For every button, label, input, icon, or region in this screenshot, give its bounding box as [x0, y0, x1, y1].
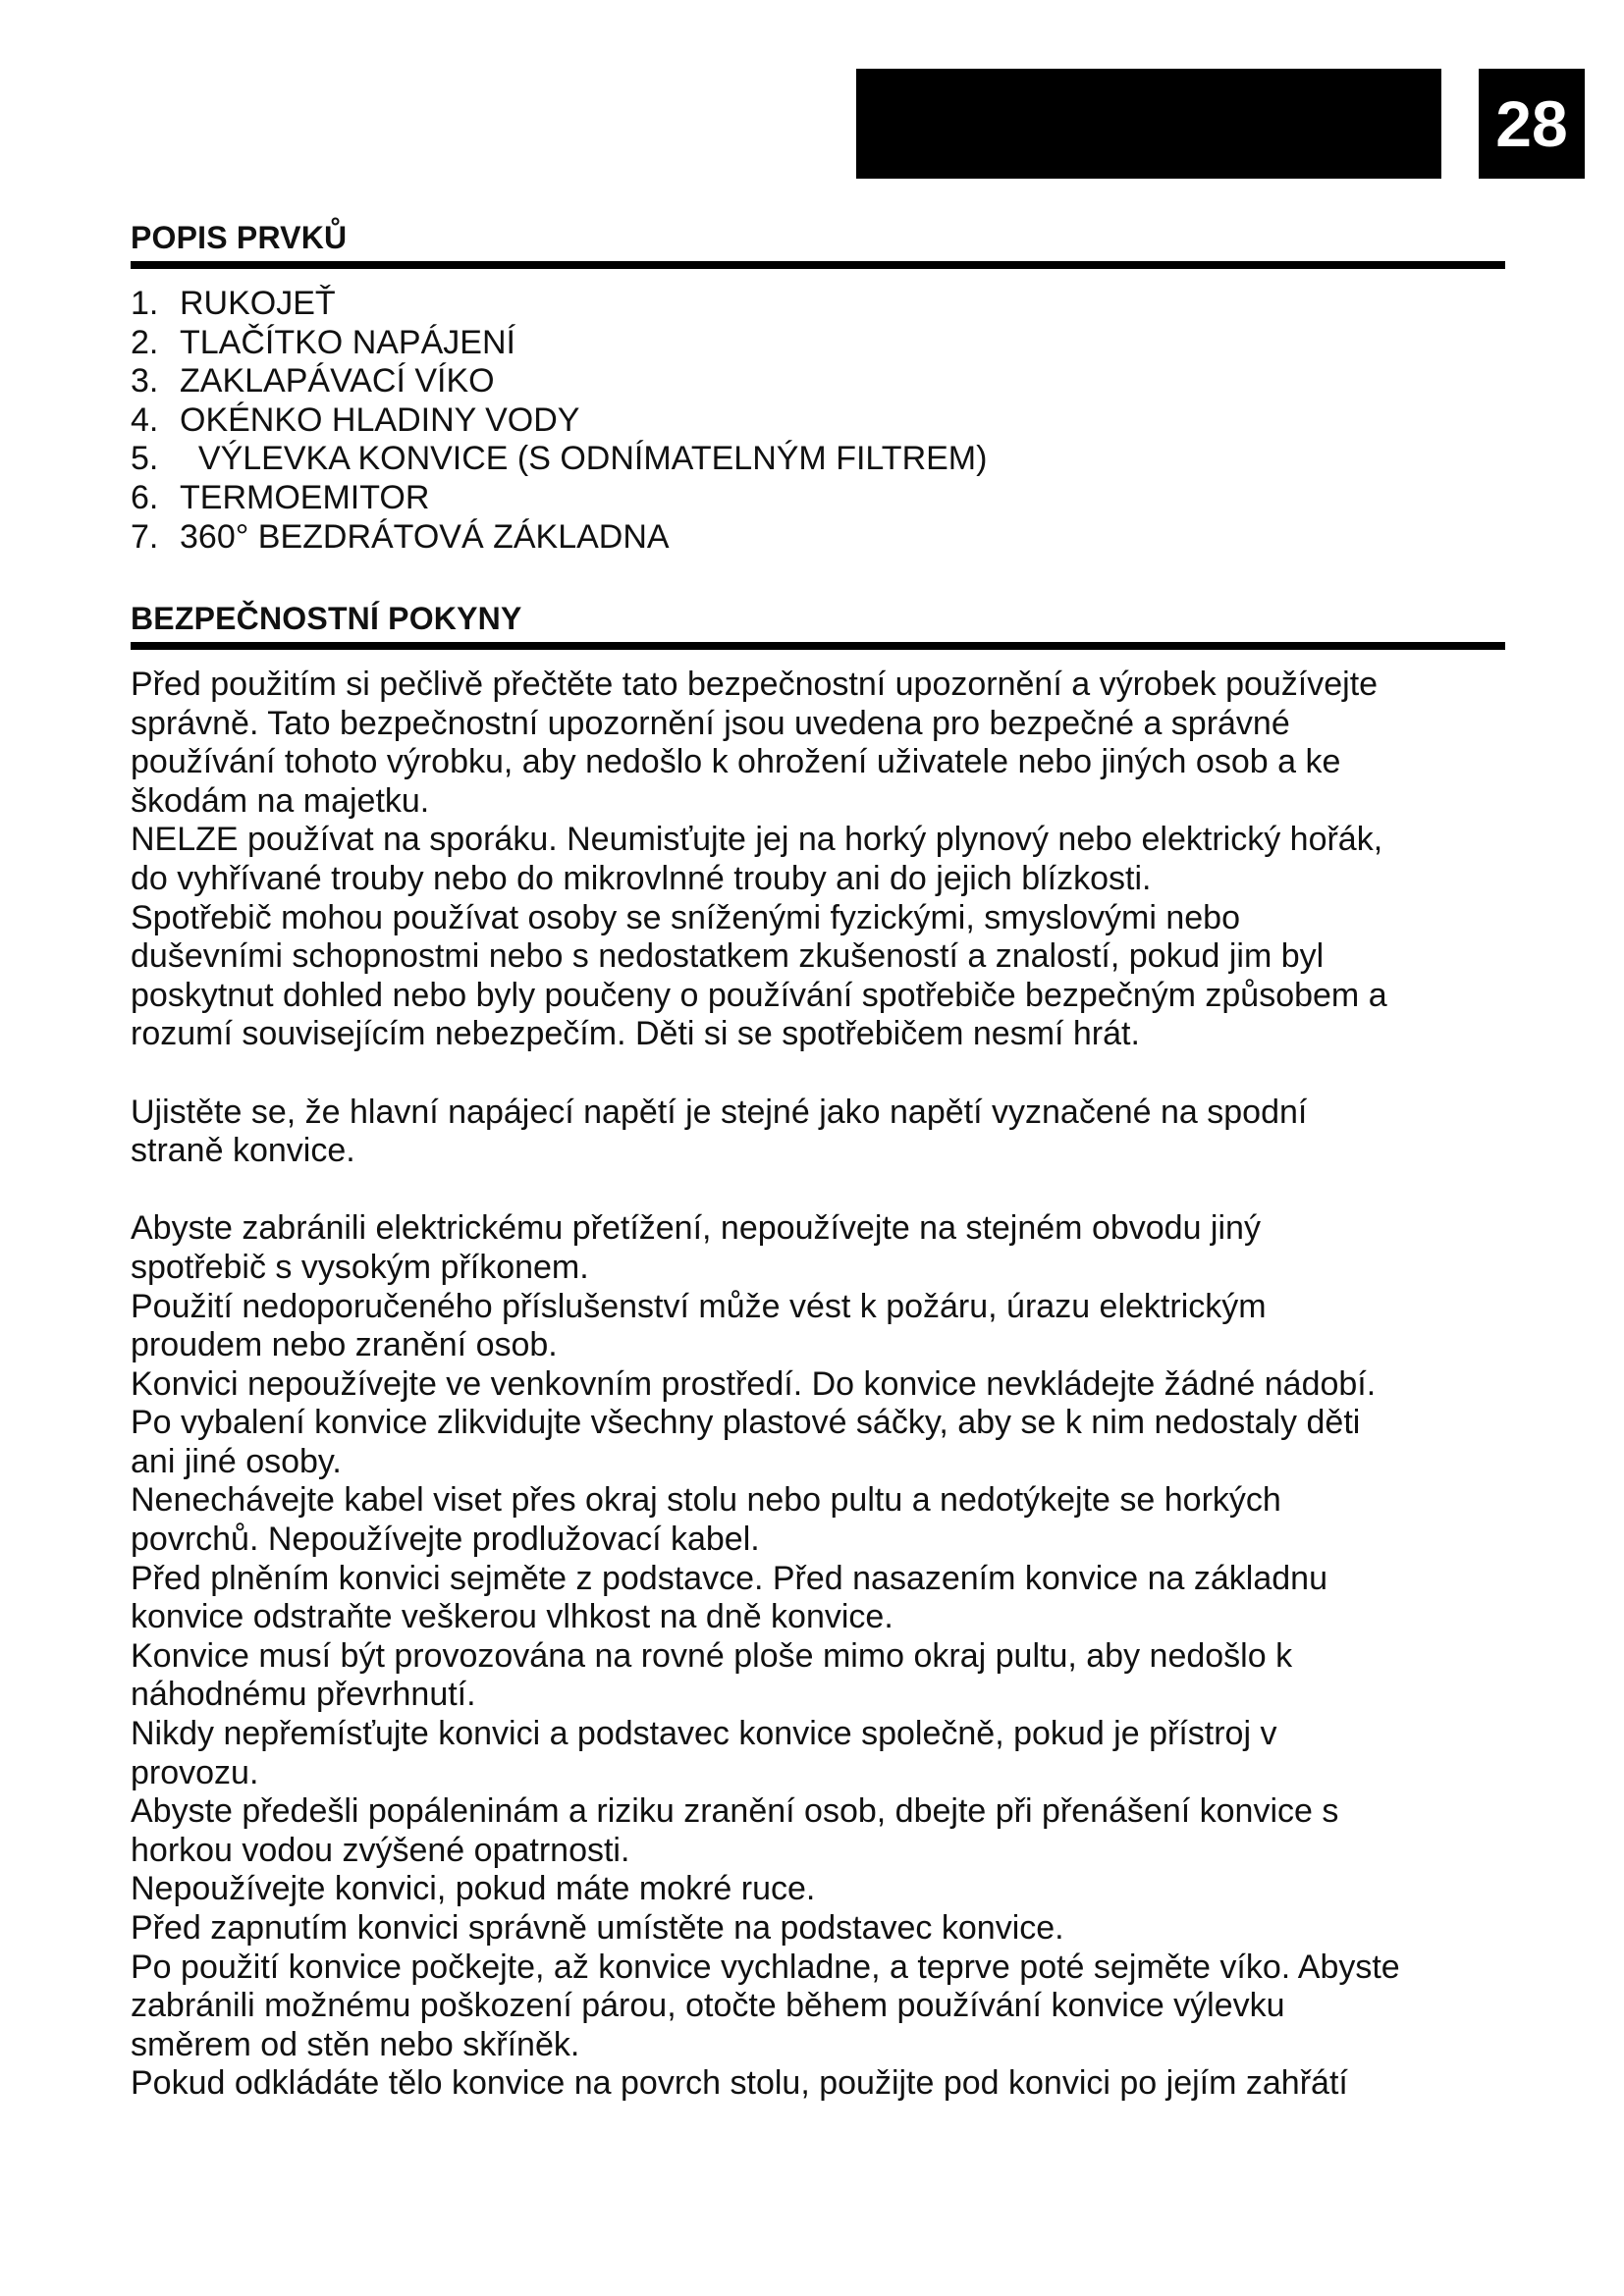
- text-line: Spotřebič mohou používat osoby se sníženými fyzickými, smyslovými nebo: [131, 898, 1241, 936]
- text-line: proudem nebo zranění osob.: [131, 1326, 558, 1364]
- text-line: rozumí souvisejícím nebezpečím. Děti si se spotřebičem nesmí hrát.: [131, 1015, 1140, 1053]
- item-number: 5.: [131, 440, 159, 478]
- text-line: škodám na majetku.: [131, 781, 430, 820]
- item-number: 4.: [131, 400, 159, 439]
- item-label: OKÉNKO HLADINY VODY: [180, 400, 580, 439]
- text-line: Nepoužívejte konvici, pokud máte mokré ruce.: [131, 1870, 816, 1908]
- text-line: horkou vodou zvýšené opatrnosti.: [131, 1831, 630, 1869]
- text-line: poskytnut dohled nebo byly poučeny o používání spotřebiče bezpečným způsobem a: [131, 976, 1387, 1014]
- paragraph-gap: [131, 1171, 1525, 1210]
- text-line: zabránili možnému poškození párou, otočte během používání konvice výlevku: [131, 1987, 1285, 2025]
- parts-list-item: [131, 324, 987, 363]
- parts-list-item: [131, 285, 987, 324]
- safety-section-title: BEZPEČNOSTNÍ POKYNY: [131, 601, 522, 636]
- text-line: Použití nedoporučeného příslušenství může vést k požáru, úrazu elektrickým: [131, 1287, 1267, 1325]
- parts-list: [131, 285, 987, 557]
- text-line: Abyste zabránili elektrickému přetížení, nepoužívejte na stejném obvodu jiný: [131, 1209, 1261, 1248]
- parts-list-item: [131, 401, 987, 441]
- text-line: používání tohoto výrobku, aby nedošlo k ohrožení uživatele nebo jiných osob a ke: [131, 743, 1341, 781]
- text-line: Abyste předešli popáleninám a riziku zranění osob, dbejte při přenášení konvice s: [131, 1792, 1339, 1831]
- text-line: směrem od stěn nebo skříněk.: [131, 2025, 580, 2063]
- item-label: VÝLEVKA KONVICE (S ODNÍMATELNÝM FILTREM): [180, 440, 988, 478]
- text-line: náhodnému převrhnutí.: [131, 1676, 476, 1714]
- item-number: 1.: [131, 285, 159, 322]
- text-line: Nenechávejte kabel viset přes okraj stolu nebo pultu a nedotýkejte se horkých: [131, 1481, 1281, 1520]
- item-number: 7.: [131, 517, 159, 556]
- parts-section-title: POPIS PRVKŮ: [131, 220, 348, 255]
- text-line: spotřebič s vysokým příkonem.: [131, 1248, 589, 1286]
- parts-list-item: [131, 518, 987, 558]
- text-line: Před zapnutím konvici správně umístěte na podstavec konvice.: [131, 1909, 1064, 1947]
- safety-section-rule: [131, 642, 1505, 650]
- paragraph-gap: [131, 1054, 1525, 1094]
- item-number: 2.: [131, 323, 159, 361]
- text-line: NELZE používat na sporáku. Neumisťujte jej na horký plynový nebo elektrický hořák,: [131, 821, 1383, 859]
- text-line: ani jiné osoby.: [131, 1442, 342, 1480]
- item-label: ZAKLAPÁVACÍ VÍKO: [180, 362, 495, 400]
- text-line: Před plněním konvici sejměte z podstavce. Před nasazením konvice na základnu: [131, 1559, 1327, 1597]
- parts-list-item: [131, 479, 987, 518]
- text-line: povrchů. Nepoužívejte prodlužovací kabel.: [131, 1521, 760, 1559]
- text-line: Konvice musí být provozována na rovné ploše mimo okraj pultu, aby nedošlo k: [131, 1636, 1293, 1675]
- text-line: duševními schopnostmi nebo s nedostatkem zkušeností a znalostí, pokud jim byl: [131, 937, 1325, 976]
- item-label: TERMOEMITOR: [180, 478, 430, 516]
- item-number: 3.: [131, 362, 159, 400]
- safety-instructions-body: [131, 666, 1525, 2104]
- item-number: 6.: [131, 478, 159, 516]
- page-number: 28: [1479, 69, 1585, 179]
- parts-list-item: [131, 440, 987, 479]
- text-line: Ujistěte se, že hlavní napájecí napětí je stejné jako napětí vyznačené na spodní: [131, 1093, 1308, 1131]
- parts-section-rule: [131, 261, 1505, 269]
- text-line: správně. Tato bezpečnostní upozornění jsou uvedena pro bezpečné a správné: [131, 704, 1290, 742]
- item-label: TLAČÍTKO NAPÁJENÍ: [180, 323, 515, 361]
- header-bar: [856, 69, 1441, 179]
- text-line: Nikdy nepřemísťujte konvici a podstavec konvice společně, pokud je přístroj v: [131, 1715, 1277, 1753]
- item-label: 360° BEZDRÁTOVÁ ZÁKLADNA: [180, 517, 670, 556]
- text-line: Po použití konvice počkejte, až konvice vychladne, a teprve poté sejměte víko. Abyste: [131, 1948, 1400, 1986]
- text-line: provozu.: [131, 1753, 259, 1791]
- text-line: konvice odstraňte veškerou vlhkost na dně konvice.: [131, 1598, 893, 1636]
- parts-list-item: [131, 362, 987, 401]
- text-line: Konvici nepoužívejte ve venkovním prostředí. Do konvice nevkládejte žádné nádobí.: [131, 1364, 1377, 1403]
- text-line: Pokud odkládáte tělo konvice na povrch stolu, použijte pod konvici po jejím zahřátí: [131, 2064, 1348, 2103]
- text-line: do vyhřívané trouby nebo do mikrovlnné trouby ani do jejich blízkosti.: [131, 859, 1152, 897]
- item-label: RUKOJEŤ: [180, 285, 336, 322]
- text-line: Před použitím si pečlivě přečtěte tato bezpečnostní upozornění a výrobek používejte: [131, 666, 1379, 703]
- text-line: Po vybalení konvice zlikvidujte všechny plastové sáčky, aby se k nim nedostaly děti: [131, 1404, 1361, 1442]
- text-line: straně konvice.: [131, 1132, 355, 1170]
